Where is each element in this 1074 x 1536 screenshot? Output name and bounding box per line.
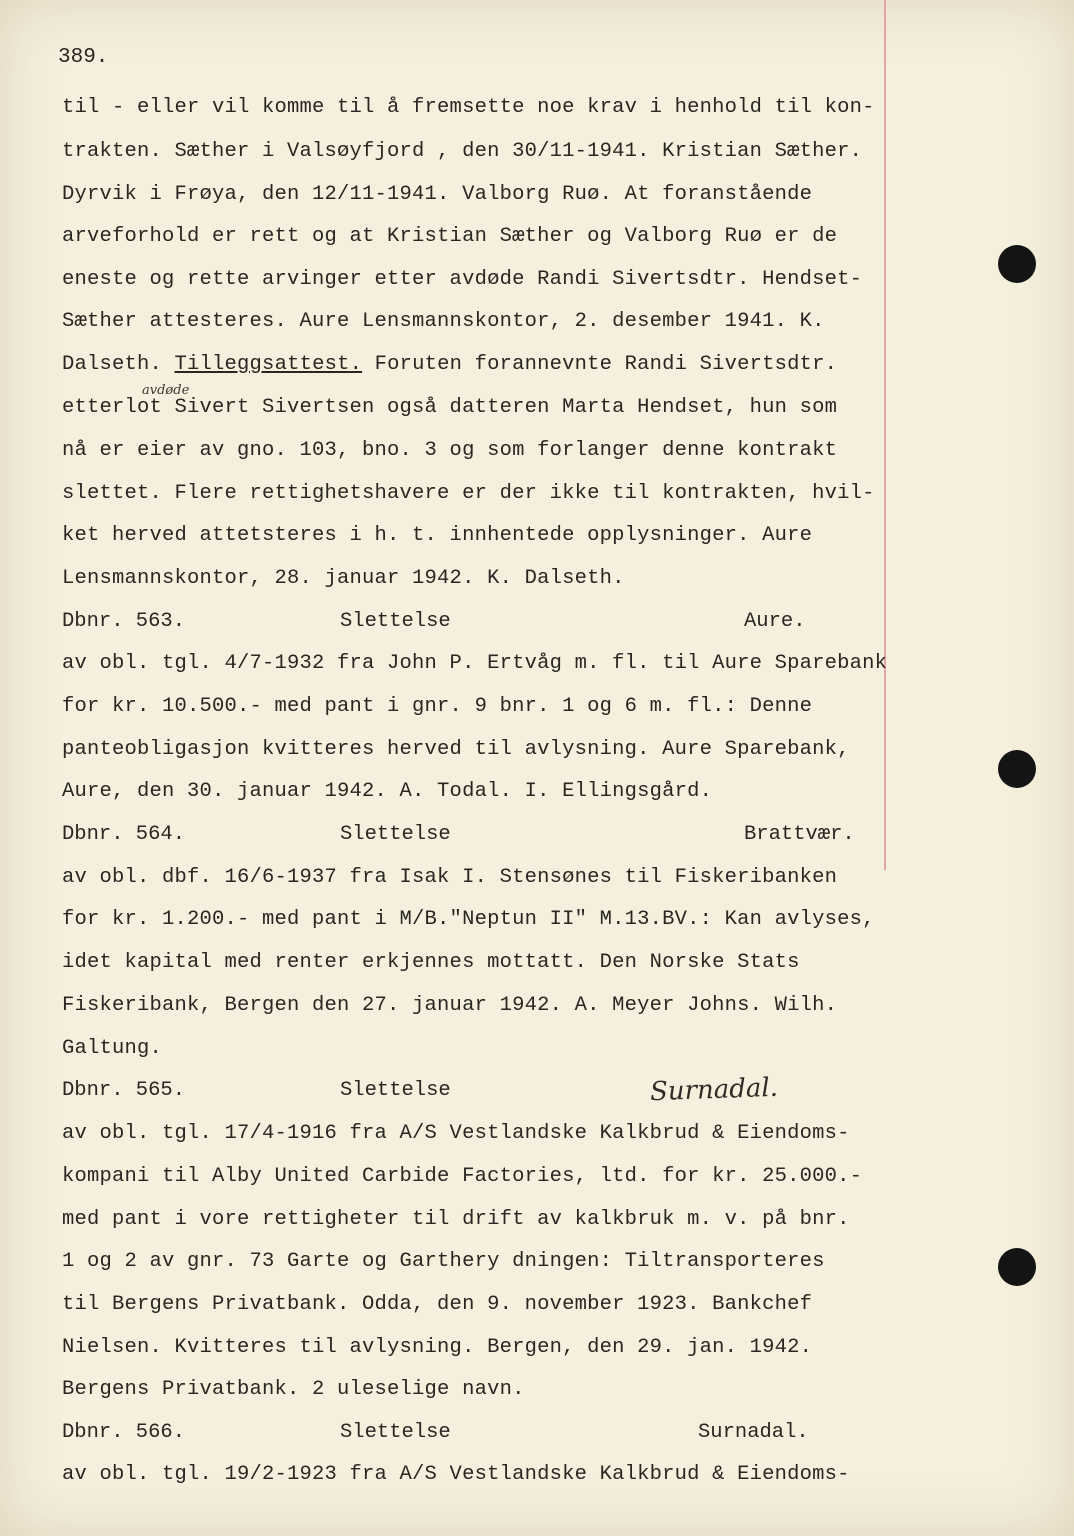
margin-annotation: avdøde [142,383,190,398]
entry-type: Slettelse [340,610,451,633]
text-line: av obl. tgl. 19/2-1923 fra A/S Vestlandske Kalkbrud & Eiendoms- [62,1463,850,1486]
attest-rest: Foruten forannevnte Randi Sivertsdtr. [374,353,838,376]
attest-line [62,352,837,378]
text-line: med pant i vore rettigheter til drift av kalkbruk m. v. på bnr. [62,1208,850,1231]
punch-hole [998,245,1036,283]
text-line: ket herved attetsteres i h. t. innhentede opplysninger. Aure [62,524,813,547]
text-line: nå er eier av gno. 103, bno. 3 og som forlanger denne kontrakt [62,439,838,462]
entry-place: Aure. [744,610,806,633]
entry-type: Slettelse [340,1421,451,1444]
text-line: til - eller vil komme til å fremsette noe krav i henhold til kon- [62,96,875,119]
punch-hole [998,750,1036,788]
margin-rule [884,0,886,870]
text-line: for kr. 10.500.- med pant i gnr. 9 bnr. 1 og 6 m. fl.: Denne [62,695,813,718]
punch-hole [998,1248,1036,1286]
entry-type: Slettelse [340,823,451,846]
text-line: til Bergens Privatbank. Odda, den 9. november 1923. Bankchef [62,1293,813,1316]
entry-place: Brattvær. [744,823,855,846]
text-line: Dyrvik i Frøya, den 12/11-1941. Valborg Ruø. At foranstående [62,183,813,206]
text-line: av obl. tgl. 4/7-1932 fra John P. Ertvåg m. fl. til Aure Sparebank [62,652,888,675]
entry-place: Surnadal. [698,1421,809,1444]
text-line: Aure, den 30. januar 1942. A. Todal. I. Ellingsgård. [62,780,713,803]
handwritten-place: Surnadal. [649,1072,779,1108]
entry-number: Dbnr. 565. [62,1079,186,1102]
text-line: av obl. dbf. 16/6-1937 fra Isak I. Stensønes til Fiskeribanken [62,866,838,889]
text-line: slettet. Flere rettighetshavere er der ikke til kontrakten, hvil- [62,482,875,505]
text-line: Galtung. [62,1037,163,1060]
text-line: for kr. 1.200.- med pant i M/B."Neptun II" M.13.BV.: Kan avlyses, [62,908,875,931]
text-line: Nielsen. Kvitteres til avlysning. Bergen, den 29. jan. 1942. [62,1336,813,1359]
text-line: Bergens Privatbank. 2 uleselige navn. [62,1378,525,1401]
text-line: eneste og rette arvinger etter avdøde Randi Sivertsdtr. Hendset- [62,268,863,291]
page-number: 389. [58,46,109,69]
text-line: Sæther attesteres. Aure Lensmannskontor, 2. desember 1941. K. [62,310,825,333]
text-line: etterlot Sivert Sivertsen også datteren Marta Hendset, hun som [62,396,838,419]
entry-number: Dbnr. 566. [62,1421,186,1444]
text-line: kompani til Alby United Carbide Factories, ltd. for kr. 25.000.- [62,1165,863,1188]
text-line: trakten. Sæther i Valsøyfjord , den 30/11-1941. Kristian Sæther. [62,140,863,163]
text-line: 1 og 2 av gnr. 73 Garte og Garthery dningen: Tiltransporteres [62,1250,825,1273]
entry-number: Dbnr. 564. [62,823,186,846]
entry-type: Slettelse [340,1079,451,1102]
text-line: arveforhold er rett og at Kristian Sæther og Valborg Ruø er de [62,225,838,248]
text-line: panteobligasjon kvitteres herved til avlysning. Aure Sparebank, [62,738,850,761]
text-line: idet kapital med renter erkjennes mottatt. Den Norske Stats [62,951,800,974]
attest-start: Dalseth. [62,353,163,376]
text-line: Lensmannskontor, 28. januar 1942. K. Dalseth. [62,567,625,590]
text-line: av obl. tgl. 17/4-1916 fra A/S Vestlandske Kalkbrud & Eiendoms- [62,1122,850,1145]
entry-number: Dbnr. 563. [62,610,186,633]
tilleggsattest-heading: Tilleggsattest. [174,353,363,376]
text-line: Fiskeribank, Bergen den 27. januar 1942. A. Meyer Johns. Wilh. [62,994,838,1017]
